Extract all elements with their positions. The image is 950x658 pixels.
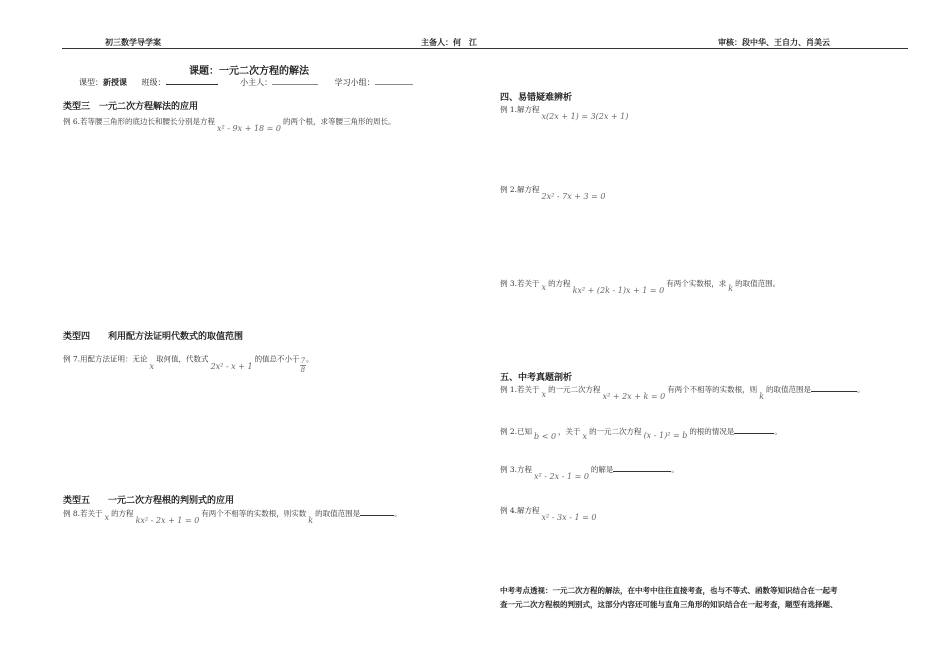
class-label: 班级： <box>141 78 166 87</box>
right-example-3-equation: kx² + (2k - 1)x + 1 = 0 <box>572 286 665 295</box>
exam-q2-text-eq: 的一元二次方程 <box>589 427 642 436</box>
right-example-1-text: 例 1.解方程 <box>500 105 540 114</box>
exam-q1-k: k <box>759 392 765 401</box>
exam-question-3 <box>500 464 679 481</box>
example-7-variable: x <box>149 361 155 371</box>
group-label: 学习小组： <box>334 78 375 87</box>
example-8-period: 。 <box>394 509 402 518</box>
exam-q3-answer-blank <box>613 471 671 472</box>
right-example-3-text-end: 的取值范围。 <box>735 279 781 288</box>
example-8-text-cond: 有两个不相等的实数根，则实数 <box>201 509 307 518</box>
section-type3-heading: 类型三 一元二次方程解法的应用 <box>63 102 199 112</box>
exam-q1-period: 。 <box>857 385 865 394</box>
exam-q3-equation: x² - 2x - 1 = 0 <box>534 472 589 481</box>
right-example-2 <box>500 184 608 201</box>
fraction-numerator: 7 <box>300 357 306 365</box>
group-blank <box>375 84 413 85</box>
example-7 <box>63 351 314 374</box>
exam-q4-text: 例 4.解方程 <box>500 506 540 515</box>
example-8-text-ask: 的取值范围是 <box>315 509 361 518</box>
exam-q3-text-ask: 的解是 <box>590 465 614 474</box>
right-example-3-variable: x <box>541 283 547 292</box>
exam-q2-text-mid: ，关于 <box>558 427 581 436</box>
exam-focus-note-line-1: 中考考点透视：一元二次方程的解法，在中考中往往直接考查，也与不等式、函数等知识结合在一起考 <box>500 586 838 595</box>
example-8-text: 例 8.若关于 <box>63 509 103 518</box>
example-6-text-end: 的两个根，求等腰三角形的周长。 <box>283 117 396 126</box>
example-8 <box>63 508 402 525</box>
exam-q1-equation: x² + 2x + k = 0 <box>602 392 666 401</box>
exam-q4-equation: x² - 3x - 1 = 0 <box>541 513 597 522</box>
example-8-answer-blank <box>360 515 394 516</box>
example-7-expression: 2x² - x + 1 <box>210 361 253 371</box>
exam-q1-answer-blank <box>811 391 857 392</box>
exam-q2-text: 例 2.已知 <box>500 427 533 436</box>
header-right: 审核：段中华、王自力、肖美云 <box>718 37 830 47</box>
header-rule <box>62 48 908 49</box>
right-example-1 <box>500 104 630 121</box>
header-center: 主备人：何 江 <box>421 37 477 47</box>
exam-q3-period: 。 <box>671 465 679 474</box>
page-title: 课题：一元二次方程的解法 <box>189 66 309 77</box>
section-4-heading: 四、易错疑难辨析 <box>500 93 573 103</box>
example-8-variable: x <box>104 513 110 522</box>
class-blank <box>166 84 218 85</box>
exam-q2-period: 。 <box>774 427 782 436</box>
right-example-1-equation: x(2x + 1) = 3(2x + 1) <box>541 112 629 121</box>
example-8-k: k <box>308 516 314 525</box>
example-7-period: 。 <box>306 354 314 364</box>
section-type5-heading: 类型五 一元二次方程根的判别式的应用 <box>63 496 235 506</box>
type-value: 新授课 <box>103 77 127 87</box>
exam-focus-note-line-2: 查一元二次方程根的判别式，这部分内容还可能与直角三角形的知识结合在一起考查，题型有选择题、 <box>500 600 838 609</box>
right-example-3 <box>500 278 781 295</box>
example-6-text: 例 6.若等腰三角形的底边长和腰长分别是方程 <box>63 117 216 126</box>
exam-q2-variable: x <box>582 432 588 441</box>
exam-q2-answer-blank <box>734 433 774 434</box>
right-example-3-text-cond: 有两个实数根，求 <box>666 279 727 288</box>
example-7-text: 例 7.用配方法证明：无论 <box>63 354 148 364</box>
exam-q3-text: 例 3.方程 <box>500 465 533 474</box>
example-7-text-mid: 取何值，代数式 <box>156 354 209 364</box>
example-8-equation: kx² - 2x + 1 = 0 <box>135 516 200 525</box>
right-example-2-equation: 2x² - 7x + 3 = 0 <box>541 192 606 201</box>
header-left: 初三数学导学案 <box>105 37 161 47</box>
section-type4-heading: 类型四 利用配方法证明代数式的取值范围 <box>63 332 244 342</box>
exam-q1-text-mid: 的一元二次方程 <box>548 385 601 394</box>
exam-q1-text-ask: 的取值范围是 <box>766 385 812 394</box>
type-label: 课型： <box>79 78 103 87</box>
host-label: 小主人： <box>240 78 273 87</box>
example-6 <box>63 116 396 133</box>
exam-q2-text-ask: 的根的情况是 <box>689 427 735 436</box>
fraction-denominator: 8 <box>300 366 306 374</box>
exam-question-4 <box>500 505 598 522</box>
exam-q1-variable: x <box>541 390 547 399</box>
exam-question-2 <box>500 426 782 441</box>
example-6-equation: x² - 9x + 18 = 0 <box>217 124 282 133</box>
exam-q2-equation: (x - 1)² = b <box>643 431 688 440</box>
section-5-heading: 五、中考真题剖析 <box>500 373 573 383</box>
exam-question-1 <box>500 384 865 401</box>
right-example-3-text: 例 3.若关于 <box>500 279 540 288</box>
example-8-text-mid: 的方程 <box>111 509 134 518</box>
right-example-2-text: 例 2.解方程 <box>500 185 540 194</box>
example-7-text-end: 的值总不小于 <box>254 354 300 364</box>
exam-q1-text: 例 1.若关于 <box>500 385 540 394</box>
example-7-fraction <box>300 357 306 374</box>
exam-q2-condition: b < 0 <box>534 432 557 441</box>
right-example-3-k: k <box>728 284 734 293</box>
exam-q1-text-cond: 有两个不相等的实数根，则 <box>667 385 758 394</box>
right-example-3-text-mid: 的方程 <box>548 279 571 288</box>
meta-line <box>79 77 413 88</box>
host-blank <box>272 84 318 85</box>
